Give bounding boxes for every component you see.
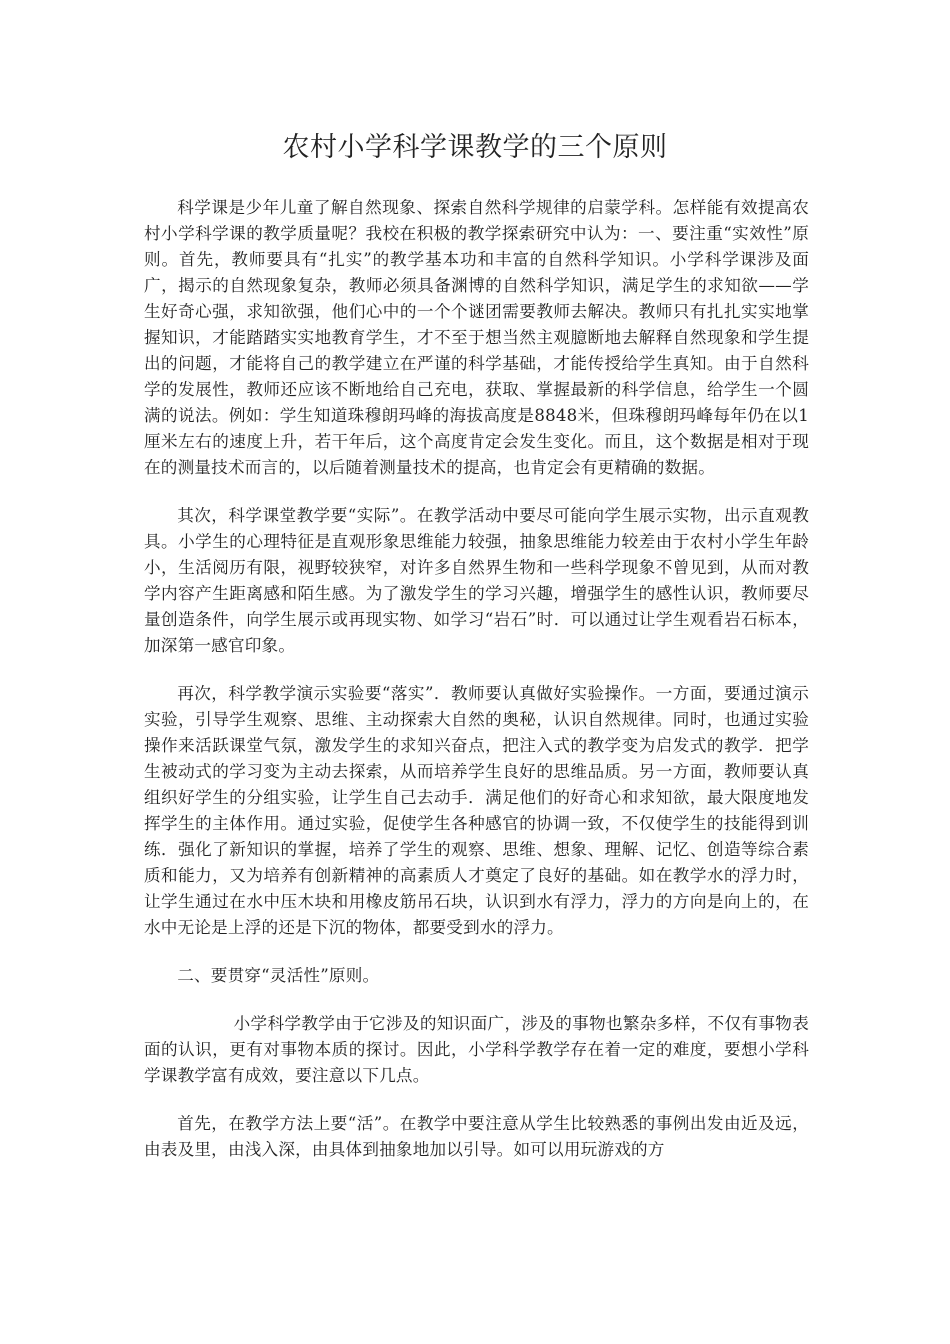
paragraph-intro: 科学课是少年儿童了解自然现象、探索自然科学规律的启蒙学科。怎样能有效提高农村小学科学课的教学质量呢？我校在积极的教学探索研究中认为：一、要注重“实效性”原则。首先，教师要具有“扎实”的教学基本功和丰富的自然科学知识。小学科学课涉及面广，揭示的自然现象复杂，教师必须具备渊博的自然科学知识，满足学生的求知欲——学生好奇心强，求知欲强，他们心中的一个个谜团需要教师去解决。教师只有扎扎实实地掌握知识，才能踏踏实实地教育学生，才不至于想当然主观臆断地去解释自然现象和学生提出的问题，才能将自己的教学建立在严谨的科学基础，才能传授给学生真知。由于自然科学的发展性，教师还应该不断地给自己充电，获取、掌握最新的科学信息，给学生一个圆满的说法。例如：学生知道珠穆朗玛峰的海拔高度是8848米，但珠穆朗玛峰每年仍在以1厘米左右的速度上升，若干年后，这个高度肯定会发生变化。而且，这个数据是相对于现在的测量技术而言的，以后随着测量技术的提高，也肯定会有更精确的数据。 bbox=[144, 198, 809, 477]
paragraph-flexibility-intro: 小学科学教学由于它涉及的知识面广，涉及的事物也繁杂多样，不仅有事物表面的认识，更有对事物本质的探讨。因此，小学科学教学存在着一定的难度，要想小学科学课教学富有成效，要注意以下几点。 bbox=[144, 1014, 809, 1085]
section-heading-flexibility: 二、要贯穿“灵活性”原则。 bbox=[177, 966, 380, 985]
paragraph-practical: 其次，科学课堂教学要“实际”。在教学活动中要尽可能向学生展示实物，出示直观教具。小学生的心理特征是直观形象思维能力较强，抽象思维能力较差由于农村小学生年龄小，生活阅历有限，视野较狭窄，对许多自然界生物和一些科学现象不曾见到，从而对教学内容产生距离感和陌生感。为了激发学生的学习兴趣，增强学生的感性认识，教师要尽量创造条件，向学生展示或再现实物、如学习“岩石”时．可以通过让学生观看岩石标本，加深第一感官印象。 bbox=[144, 506, 809, 655]
document-body bbox=[144, 195, 809, 1163]
document-title: 农村小学科学课教学的三个原则 bbox=[282, 132, 668, 163]
paragraph-method: 首先，在教学方法上要“活”。在教学中要注意从学生比较熟悉的事例出发由近及远，由表及里，由浅入深，由具体到抽象地加以引导。如可以用玩游戏的方 bbox=[144, 1114, 809, 1159]
paragraph-experiment: 再次，科学教学演示实验要“落实”．教师要认真做好实验操作。一方面，要通过演示实验，引导学生观察、思维、主动探索大自然的奥秘，认识自然规律。同时，也通过实验操作来活跃课堂气氛，激发学生的求知兴奋点，把注入式的教学变为启发式的教学．把学生被动式的学习变为主动去探索，从而培养学生良好的思维品质。另一方面，教师要认真组织好学生的分组实验，让学生自己去动手．满足他们的好奇心和求知欲，最大限度地发挥学生的主体作用。通过实验，促使学生各种感官的协调一致，不仅使学生的技能得到训练．强化了新知识的掌握，培养了学生的观察、思维、想象、理解、记忆、创造等综合素质和能力，又为培养有创新精神的高素质人才奠定了良好的基础。如在教学水的浮力时，让学生通过在水中压木块和用橡皮筋吊石块，认识到水有浮力，浮力的方向是向上的，在水中无论是上浮的还是下沉的物体，都要受到水的浮力。 bbox=[144, 684, 809, 937]
